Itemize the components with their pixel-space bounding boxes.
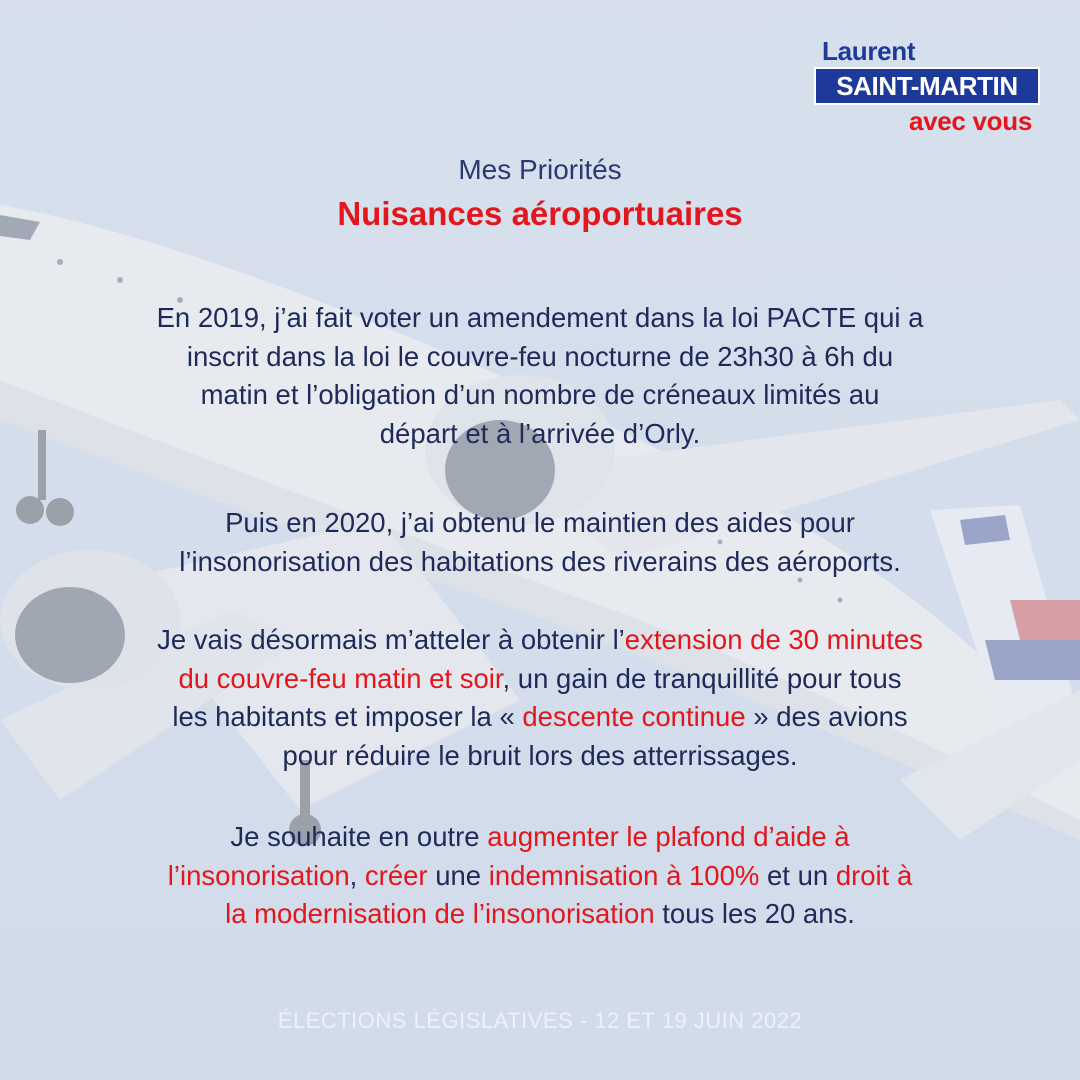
highlight-raise-ceiling: augmenter le plafond d’aide à	[487, 821, 850, 852]
text-line: pour réduire le bruit lors des atterrissages.	[282, 739, 798, 771]
text-line	[40, 818, 1040, 857]
text-line: Puis en 2020, j’ai obtenu le maintien des aides pour	[225, 507, 855, 538]
text-segment: Je souhaite en outre	[230, 821, 488, 852]
text-line	[40, 621, 1040, 660]
highlight-curfew: du couvre-feu matin et soir	[178, 662, 503, 694]
paragraph-2019	[40, 299, 1040, 453]
text-line	[40, 857, 1040, 896]
logo-last-name: SAINT-MARTIN	[814, 67, 1040, 105]
logo-first-name: Laurent	[822, 36, 916, 66]
paragraph-curfew	[40, 621, 1040, 775]
paragraph-2020	[40, 504, 1040, 581]
text-line: En 2019, j’ai fait voter un amendement dans la loi PACTE qui a	[156, 302, 924, 333]
highlight-insulation: l’insonorisation	[167, 859, 350, 891]
text-segment: » des avions	[745, 701, 908, 732]
text-segment: , un gain de tranquillité pour tous	[502, 662, 902, 694]
text-line: départ et à l’arrivée d’Orly.	[379, 417, 701, 449]
page-title: Nuisances aéroportuaires	[337, 195, 743, 232]
text-segment: tous les 20 ans.	[654, 898, 855, 929]
highlight-compensation: indemnisation à 100%	[488, 859, 760, 891]
text-line: matin et l’obligation d’un nombre de créneaux limités au	[200, 379, 880, 410]
text-segment: ,	[349, 859, 365, 891]
highlight-extension: extension de 30 minutes	[624, 624, 923, 655]
logo-tagline: avec vous	[908, 106, 1032, 136]
section-kicker: Mes Priorités	[458, 154, 622, 185]
text-segment: les habitants et imposer la «	[172, 701, 523, 732]
election-footer: ÉLECTIONS LÉGISLATIVES - 12 ET 19 JUIN 2022	[277, 1008, 803, 1033]
highlight-right: droit à	[835, 859, 913, 891]
paragraph-insulation	[40, 818, 1040, 934]
text-line	[40, 895, 1040, 934]
candidate-logo	[810, 36, 1040, 136]
text-line	[40, 698, 1040, 737]
text-segment: une	[427, 859, 489, 891]
highlight-modernisation: la modernisation de l’insonorisation	[225, 898, 655, 929]
text-segment: Je vais désormais m’atteler à obtenir l’	[157, 624, 625, 655]
highlight-create: créer	[364, 859, 428, 891]
text-line	[40, 660, 1040, 699]
highlight-continuous-descent: descente continue	[522, 701, 746, 732]
text-line: inscrit dans la loi le couvre-feu nocturne de 23h30 à 6h du	[186, 340, 894, 372]
text-line: l’insonorisation des habitations des riverains des aéroports.	[179, 545, 901, 577]
text-segment: et un	[759, 859, 836, 891]
